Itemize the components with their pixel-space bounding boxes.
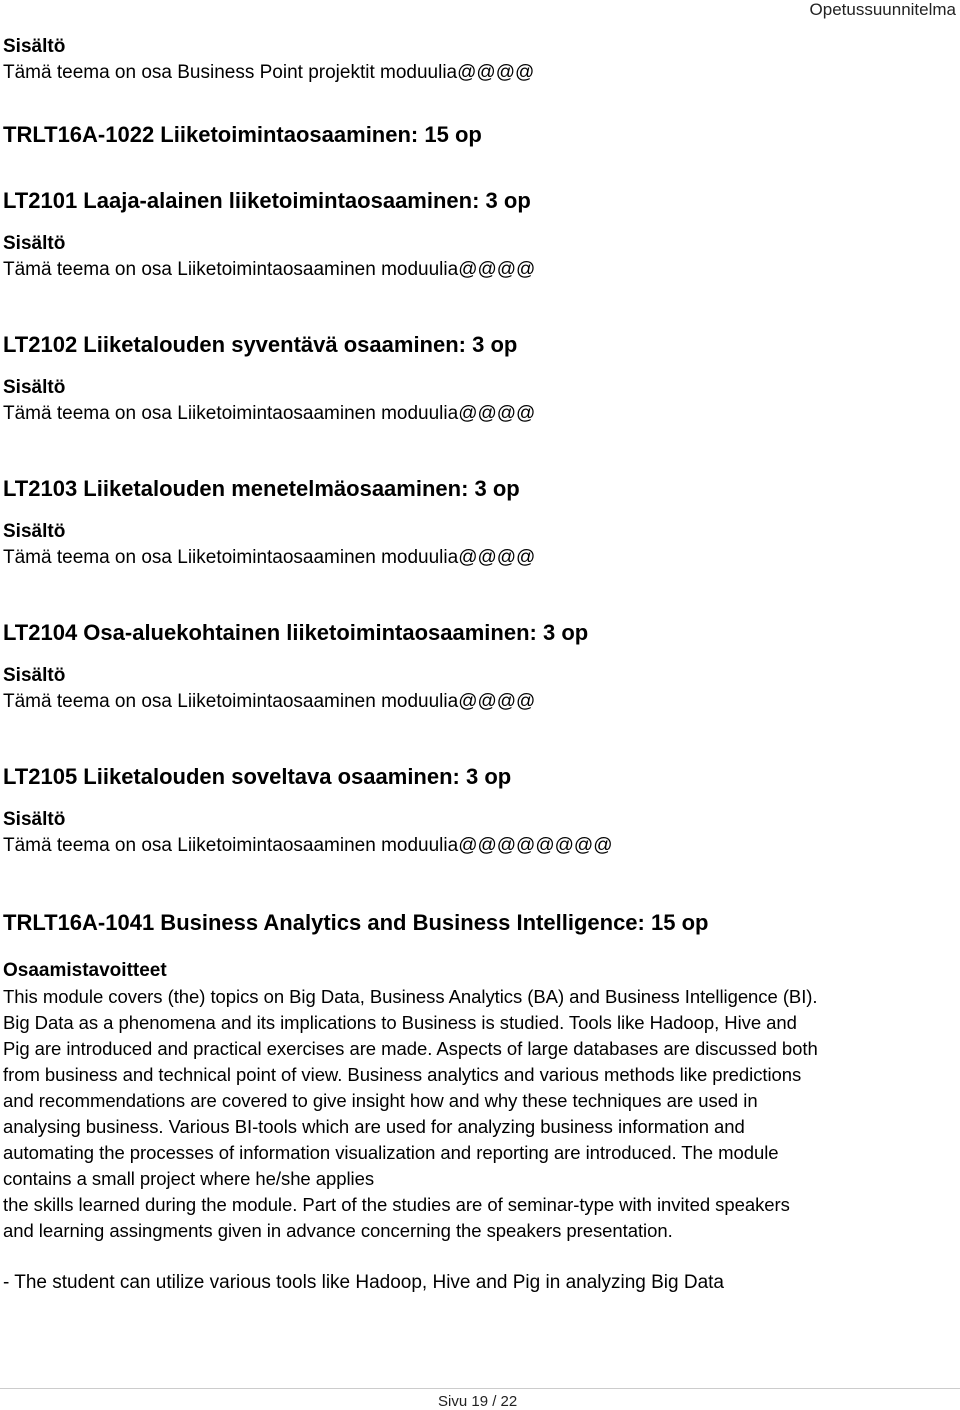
course-text: Tämä teema on osa Liiketoimintaosaaminen moduulia@@@@ <box>3 547 536 568</box>
paragraph-line: from business and technical point of view. Business analytics and various methods like predictions <box>3 1064 802 1085</box>
course-label: Sisältö <box>3 521 66 542</box>
page-number: Sivu 19 / 22 <box>438 1393 518 1410</box>
course-label: Sisältö <box>3 233 66 254</box>
course-text: Tämä teema on osa Liiketoimintaosaaminen moduulia@@@@ <box>3 403 536 424</box>
document-header-title: Opetussuunnitelma <box>809 0 956 19</box>
intro-text: Tämä teema on osa Business Point projektit moduulia@@@@ <box>3 62 535 83</box>
learning-outcome-bullet: - The student can utilize various tools like Hadoop, Hive and Pig in analyzing Big Data <box>3 1272 724 1293</box>
course-section <box>3 331 955 427</box>
paragraph-line: Pig are introduced and practical exercises are made. Aspects of large databases are discussed both <box>3 1038 818 1059</box>
module-heading-liiketoiminta: TRLT16A-1022 Liiketoimintaosaaminen: 15 op <box>3 122 482 147</box>
course-section <box>3 619 955 715</box>
course-label: Sisältö <box>3 377 66 398</box>
course-heading: LT2102 Liiketalouden syventävä osaaminen: 3 op <box>3 332 518 357</box>
course-section <box>3 475 955 571</box>
paragraph-line: analysing business. Various BI-tools which are used for analyzing business information and <box>3 1116 745 1137</box>
course-heading: LT2105 Liiketalouden soveltava osaaminen: 3 op <box>3 764 512 789</box>
course-text: Tämä teema on osa Liiketoimintaosaaminen moduulia@@@@@@@@ <box>3 835 613 856</box>
paragraph-line: automating the processes of information visualization and reporting are introduced. The module <box>3 1142 779 1163</box>
learning-outcomes-paragraph <box>3 984 955 1244</box>
paragraph-line: the skills learned during the module. Part of the studies are of seminar-type with invited speakers <box>3 1194 790 1215</box>
module-section-business-analytics <box>3 909 955 1296</box>
paragraph-line: Big Data as a phenomena and its implications to Business is studied. Tools like Hadoop, Hive and <box>3 1012 797 1033</box>
paragraph-line: and learning assingments given in advance concerning the speakers presentation. <box>3 1220 673 1241</box>
course-section <box>3 763 955 859</box>
course-heading: LT2103 Liiketalouden menetelmäosaaminen: 3 op <box>3 476 520 501</box>
course-heading: LT2101 Laaja-alainen liiketoimintaosaaminen: 3 op <box>3 188 531 213</box>
document-content <box>3 34 955 1296</box>
course-text: Tämä teema on osa Liiketoimintaosaaminen moduulia@@@@ <box>3 691 536 712</box>
paragraph-line: and recommendations are covered to give insight how and why these techniques are used in <box>3 1090 758 1111</box>
course-text: Tämä teema on osa Liiketoimintaosaaminen moduulia@@@@ <box>3 259 536 280</box>
learning-outcomes-label: Osaamistavoitteet <box>3 960 167 981</box>
course-heading: LT2104 Osa-aluekohtainen liiketoimintaosaaminen: 3 op <box>3 620 589 645</box>
intro-section <box>3 34 955 86</box>
paragraph-line: contains a small project where he/she applies <box>3 1168 375 1189</box>
paragraph-line: This module covers (the) topics on Big Data, Business Analytics (BA) and Business Intelligence (BI). <box>3 986 818 1007</box>
course-label: Sisältö <box>3 665 66 686</box>
module-heading-business-analytics: TRLT16A-1041 Business Analytics and Business Intelligence: 15 op <box>3 910 709 935</box>
page-footer <box>0 1388 960 1410</box>
course-section <box>3 187 955 283</box>
intro-label: Sisältö <box>3 36 66 57</box>
course-label: Sisältö <box>3 809 66 830</box>
